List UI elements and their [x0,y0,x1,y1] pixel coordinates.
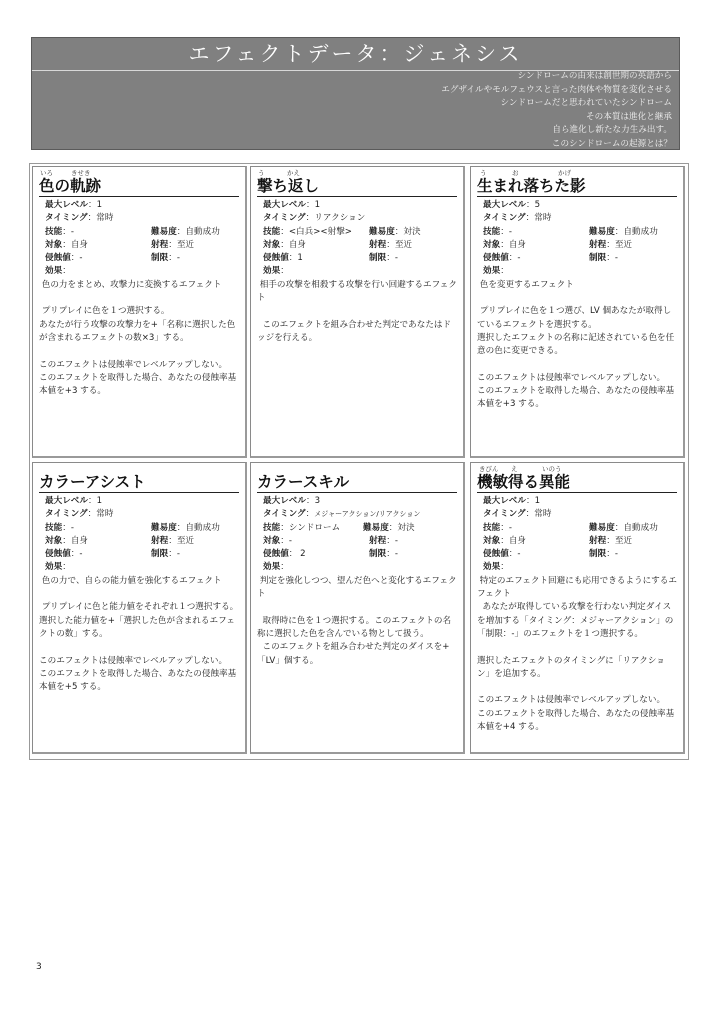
effect-description: 色の力をまとめ、攻撃力に変換するエフェクト プリプレイに色を１つ選択する。 あなたが行う攻撃の攻撃力を+「名称に選択した色が含まれるエフェクトの数×3」する。 このエフェクトは侵蝕率でレベルアップしない。 このエフェクトを取得した場合、あなたの侵蝕率基本値を+3 する。 [39,279,237,397]
max-level-value: 5 [534,200,541,210]
max-level-value: 1 [534,496,541,506]
furigana [257,167,463,177]
range-value: 至近 [394,239,413,250]
effect-card [250,462,465,754]
max-level-value: 1 [96,496,103,506]
intro-line: エグザイルやモルフェウスと言った肉体や物質を変化させる [441,84,672,95]
skill-value: - [508,522,512,533]
erosion-value: - [517,549,521,560]
limit-value: - [176,253,180,264]
range-value: - [394,535,398,546]
effect-stats: 最大レベル：1 タイミング：常時 技能：- 難易度：自動成功 対象：自身 射程：至近 侵蝕値：- 制限：- 効果： [45,200,220,277]
erosion-value: - [79,253,83,264]
range-value: 至近 [614,239,633,250]
difficulty-value: 自動成功 [623,226,658,237]
range-value: 至近 [614,535,633,546]
target-value: 自身 [508,239,527,250]
limit-value: - [176,549,180,560]
intro-line: このシンドロームの起源とは？ [551,138,672,149]
furigana-text: かえ [287,169,300,177]
furigana-text: お [512,169,519,177]
skill-value: <白兵><射撃> [288,226,352,237]
effect-card [470,462,685,754]
limit-value: - [614,549,618,560]
header-banner [31,37,680,150]
furigana [477,167,683,177]
erosion-value: - [79,549,83,560]
difficulty-value: 自動成功 [623,522,658,533]
timing-value: リアクション [314,213,366,224]
skill-value: - [70,522,74,533]
intro-line: シンドロームだと思われていたシンドローム [500,98,672,108]
furigana-text: きせき [71,169,91,177]
effect-card-grid [29,163,689,760]
timing-value: 常時 [534,509,552,520]
difficulty-value: 対決 [403,226,421,237]
target-value: 自身 [70,535,89,546]
effect-stats: 最大レベル：5 タイミング：常時 技能：- 難易度：自動成功 対象：自身 射程：至近 侵蝕値：- 制限：- 効果： [483,200,658,277]
effect-card [32,166,247,458]
furigana-text: え [511,465,518,473]
effect-card [32,462,247,754]
intro-text [441,70,672,151]
max-level-value: 3 [314,496,321,506]
effect-title: カラーアシスト [39,473,239,493]
effect-description: 色の力で、自らの能力値を強化するエフェクト プリプレイに色と能力値をそれぞれ１つ選択する。 選択した能力値を+「選択した色が含まれるエフェクトの数」する。 このエフェクトは侵蝕率でレベルアップしない。 このエフェクトを取得した場合、あなたの侵蝕率基本値を+5 する。 [39,575,239,693]
furigana-text: きびん [479,465,499,473]
effect-stats: 最大レベル：1 タイミング：常時 技能：- 難易度：自動成功 対象：自身 射程：至近 侵蝕値：- 制限：- 効果： [45,496,220,573]
effect-stats: 最大レベル：1 タイミング：リアクション 技能：<白兵><射撃> 難易度：対決 対象：自身 射程：至近 侵蝕値：1 制限：- 効果： [263,200,421,277]
timing-value: メジャーアクション/リアクション [314,510,421,519]
limit-value: - [394,253,398,264]
effect-title: カラースキル [257,473,457,493]
target-value: 自身 [288,239,307,250]
furigana [39,463,245,473]
skill-value: シンドローム [288,522,341,533]
erosion-value: 1 [297,253,303,264]
target-value: 自身 [508,535,527,546]
effect-stats: 最大レベル：3 タイミング：メジャーアクション/リアクション 技能：シンドローム 難易度：対決 対象：- 射程：- 侵蝕値： 2 制限：- 効果： [263,496,421,573]
effect-stats: 最大レベル：1 タイミング：常時 技能：- 難易度：自動成功 対象：自身 射程：至近 侵蝕値：- 制限：- 効果： [483,496,658,573]
furigana-text: う [480,169,487,177]
target-value: - [288,535,292,546]
effect-title: 機敏得る異能 [477,473,677,493]
furigana [257,463,463,473]
difficulty-value: 対決 [397,522,415,533]
intro-line: 自ら進化し新たな力生み出す。 [552,125,672,135]
range-value: 至近 [176,239,195,250]
effect-title: 撃ち返し [257,177,457,197]
effect-description: 色を変更するエフェクト プリプレイに色を１つ選び、LV 個あなたが取得しているエフェクトを選択する。 選択したエフェクトの名称に記述されている色を任意の色に変更できる。 このエフェクトは侵蝕率でレベルアップしない。 このエフェクトを取得した場合、あなたの侵蝕率基本値を+3 する。 [477,279,675,410]
furigana-text: いのう [542,465,562,473]
difficulty-value: 自動成功 [185,226,220,237]
furigana [477,463,683,473]
effect-description: 判定を強化しつつ、望んだ色へと変化するエフェクト 取得時に色を１つ選択する。このエフェクトの名称に選択した色を含んでいる物として扱う。 このエフェクトを組み合わせた判定のダイスを+「LV」個する。 [257,575,457,666]
erosion-value: 2 [297,549,306,560]
max-level-value: 1 [96,200,103,210]
effect-title: 生まれ落ちた影 [477,177,677,197]
effect-description: 特定のエフェクト回避にも応用できるようにするエフェクト あなたが取得している攻撃を行わない判定ダイスを増加する「タイミング：メジャーアクション」の「制限：-」のエフェクトを１つ選択する。 選択したエフェクトのタイミングに「リアクション」を追加する。 このエフェクトは侵蝕率でレベルアップしない。 このエフェクトを取得した場合、あなたの侵蝕率基本値を+4 する。 [477,575,677,733]
intro-line: シンドロームの由来は創世期の英語から [517,71,672,81]
range-value: 至近 [176,535,195,546]
intro-line: その本質は進化と継承 [586,111,672,122]
effect-title: 色の軌跡 [39,177,239,197]
max-level-value: 1 [314,200,321,210]
furigana-text: かげ [558,169,571,177]
effect-card [470,166,685,458]
effect-card [250,166,465,458]
furigana-text: う [258,169,265,177]
page-number: 3 [36,962,42,972]
timing-value: 常時 [96,213,114,224]
erosion-value: - [517,253,521,264]
furigana [39,167,245,177]
skill-value: - [508,226,512,237]
timing-value: 常時 [534,213,552,224]
skill-value: - [70,226,74,237]
furigana-text: いろ [40,169,53,177]
effect-description: 相手の攻撃を相殺する攻撃を行い回避するエフェクト このエフェクトを組み合わせた判定であなたはドッジを行える。 [257,279,457,343]
limit-value: - [614,253,618,264]
page-title: エフェクトデータ：ジェネシス [32,38,679,71]
timing-value: 常時 [96,509,114,520]
target-value: 自身 [70,239,89,250]
difficulty-value: 自動成功 [185,522,220,533]
limit-value: - [394,549,398,560]
